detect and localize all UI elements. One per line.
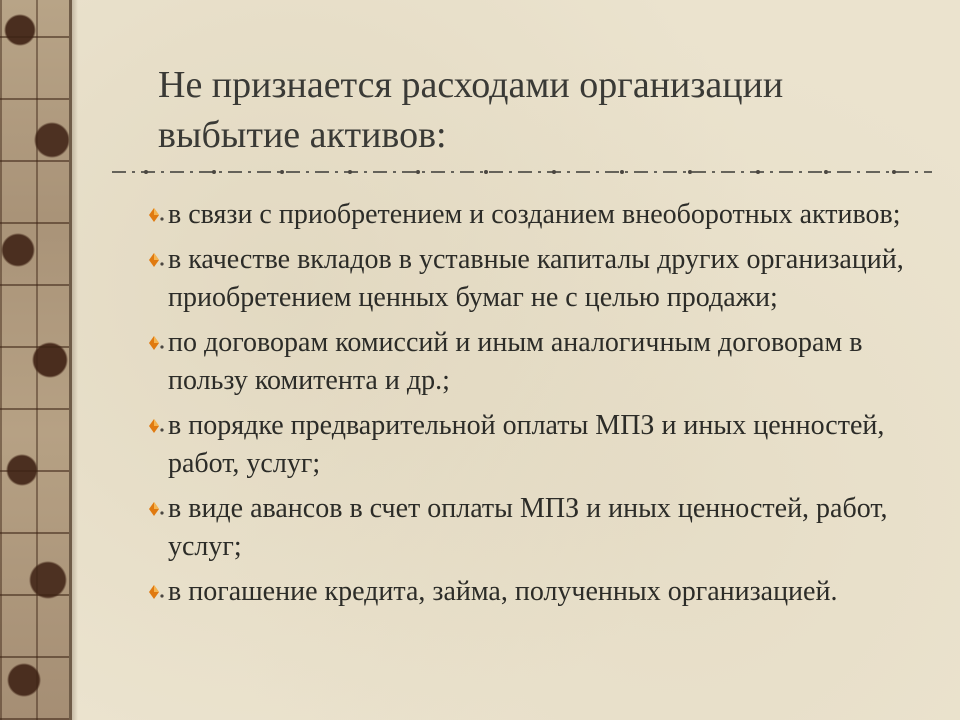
list-item — [145, 196, 945, 234]
dashed-divider-line — [112, 162, 932, 180]
list-item-text: в порядке предварительной оплаты МПЗ и иных ценностей, работ, услуг; — [168, 410, 885, 479]
slide-title: Не признается расходами организации выбытие активов: — [158, 64, 784, 156]
list-item — [145, 573, 945, 611]
list-item-text: в связи с приобретением и созданием внеоборотных активов; — [168, 199, 901, 230]
diamond-bullet-icon — [146, 501, 166, 517]
title-divider — [112, 162, 932, 180]
diamond-bullet-icon — [146, 252, 166, 268]
list-item — [145, 241, 945, 317]
diamond-bullet-icon — [146, 584, 166, 600]
list-item — [145, 324, 945, 400]
list-item-text: в качестве вкладов в уставные капиталы других организаций, приобретением ценных бумаг не с целью продажи; — [168, 244, 904, 313]
decorative-side-strip — [0, 0, 72, 720]
list-item-text: в погашение кредита, займа, полученных организацией. — [168, 576, 838, 607]
list-item — [145, 407, 945, 483]
list-item-text: в виде авансов в счет оплаты МПЗ и иных ценностей, работ, услуг; — [168, 493, 888, 562]
diamond-bullet-icon — [146, 207, 166, 223]
list-item-text: по договорам комиссий и иным аналогичным договорам в пользу комитента и др.; — [168, 327, 863, 396]
diamond-bullet-icon — [146, 335, 166, 351]
diamond-bullet-icon — [146, 418, 166, 434]
side-strip-shadow — [72, 0, 78, 720]
bullet-list — [145, 196, 945, 618]
list-item — [145, 490, 945, 566]
